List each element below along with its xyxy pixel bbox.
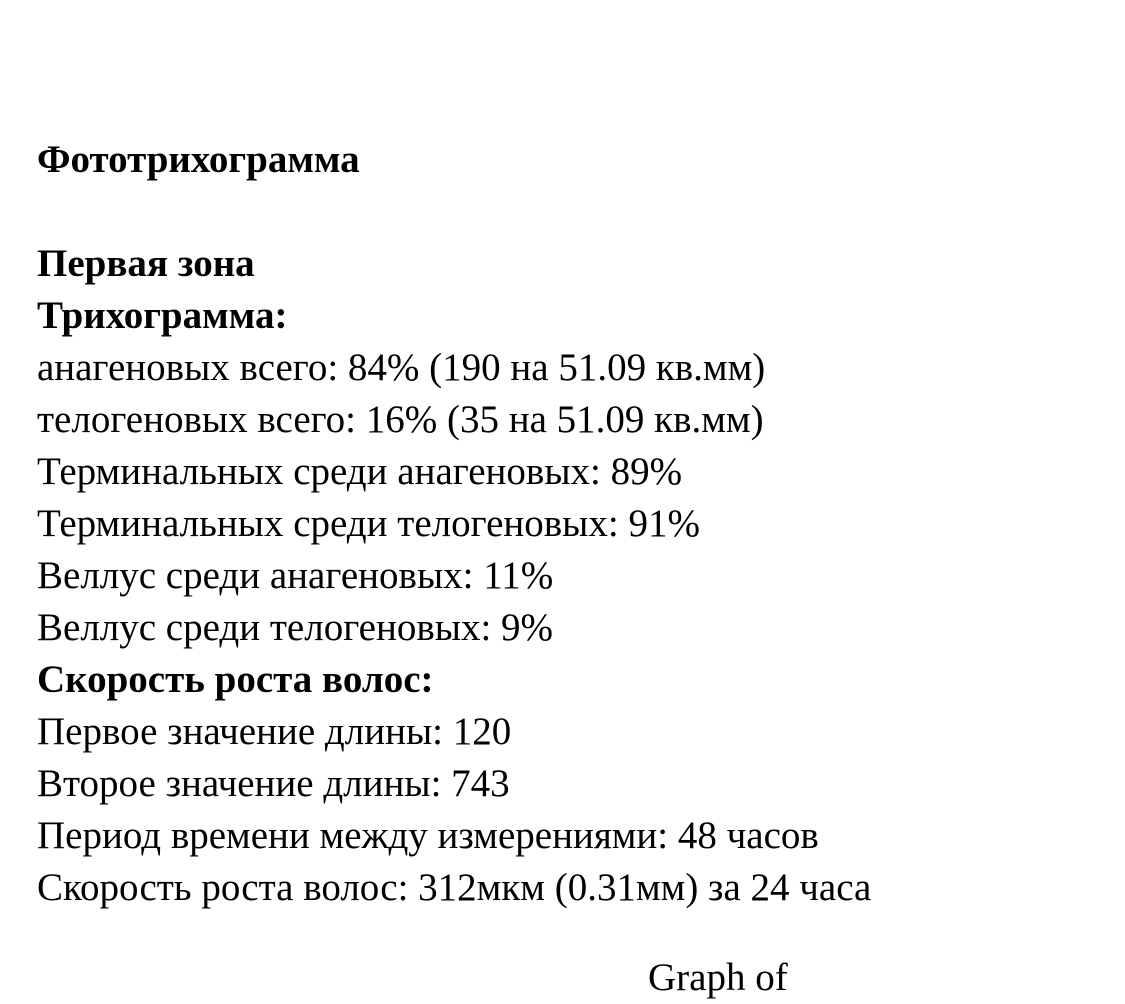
growth-line-first-length: Первое значение длины: 120: [37, 710, 512, 753]
document-title: Фототрихограмма: [37, 138, 360, 181]
trichogram-heading: Трихограмма:: [37, 294, 288, 337]
cut-off-heading: Graph of: [648, 956, 788, 999]
trichogram-line-anagen-total: анагеновых всего: 84% (190 на 51.09 кв.мм): [37, 346, 766, 389]
trichogram-line-vellus-telogen: Веллус среди телогеновых: 9%: [37, 606, 554, 649]
trichogram-line-terminal-anagen: Терминальных среди анагеновых: 89%: [37, 450, 683, 493]
growth-line-time-period: Период времени между измерениями: 48 часов: [37, 814, 819, 857]
trichogram-line-terminal-telogen: Терминальных среди телогеновых: 91%: [37, 502, 700, 545]
growth-line-second-length: Второе значение длины: 743: [37, 762, 510, 805]
growth-heading: Скорость роста волос:: [37, 658, 434, 701]
trichogram-line-telogen-total: телогеновых всего: 16% (35 на 51.09 кв.мм): [37, 398, 764, 441]
trichogram-line-vellus-anagen: Веллус среди анагеновых: 11%: [37, 554, 554, 597]
zone-title: Первая зона: [37, 242, 255, 285]
growth-line-growth-rate: Скорость роста волос: 312мкм (0.31мм) за 24 часа: [37, 866, 872, 909]
